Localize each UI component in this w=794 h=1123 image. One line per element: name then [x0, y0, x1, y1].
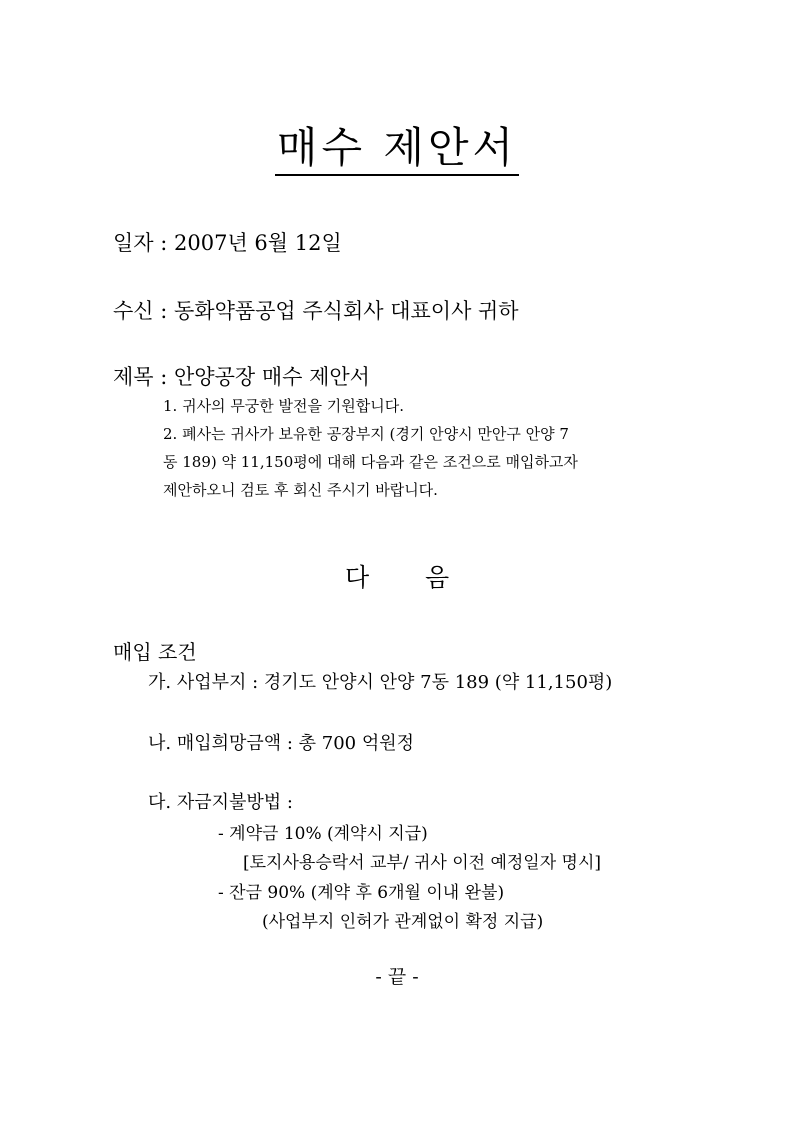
body-line-2b: 동 189) 약 11,150평에 대해 다음과 같은 조건으로 매입하고자: [163, 453, 578, 471]
daeum-left: 다: [345, 563, 370, 592]
daeum-right: 음: [425, 563, 450, 592]
payment-balance-note: (사업부지 인허가 관계없이 확정 지급): [262, 912, 544, 932]
recipient-line: 수신 : 동화약품공업 주식회사 대표이사 귀하: [113, 299, 519, 323]
subject-line: 제목 : 안양공장 매수 제안서: [113, 365, 370, 389]
document-title-wrap: [0, 122, 794, 176]
body-line-2a: 2. 폐사는 귀사가 보유한 공장부지 (경기 안양시 만안구 안양 7: [163, 425, 569, 443]
body-line-2c: 제안하오니 검토 후 회신 주시기 바랍니다.: [163, 481, 438, 499]
item-na: 나. 매입희망금액 : 총 700 억원정: [148, 733, 415, 754]
payment-deposit: - 계약금 10% (계약시 지급): [218, 824, 428, 844]
payment-deposit-note: [토지사용승락서 교부/ 귀사 이전 예정일자 명시]: [243, 853, 602, 873]
date-line: 일자 : 2007년 6월 12일: [113, 231, 342, 255]
item-da: 다. 자금지불방법 :: [148, 792, 293, 813]
section-title: 매입 조건: [113, 640, 197, 664]
end-mark: - 끝 -: [375, 966, 419, 988]
document-title: 매수 제안서: [275, 122, 519, 176]
payment-balance: - 잔금 90% (계약 후 6개월 이내 완불): [218, 883, 505, 903]
item-ga: 가. 사업부지 : 경기도 안양시 안양 7동 189 (약 11,150평): [148, 672, 613, 693]
body-line-1: 1. 귀사의 무궁한 발전을 기원합니다.: [163, 397, 405, 415]
